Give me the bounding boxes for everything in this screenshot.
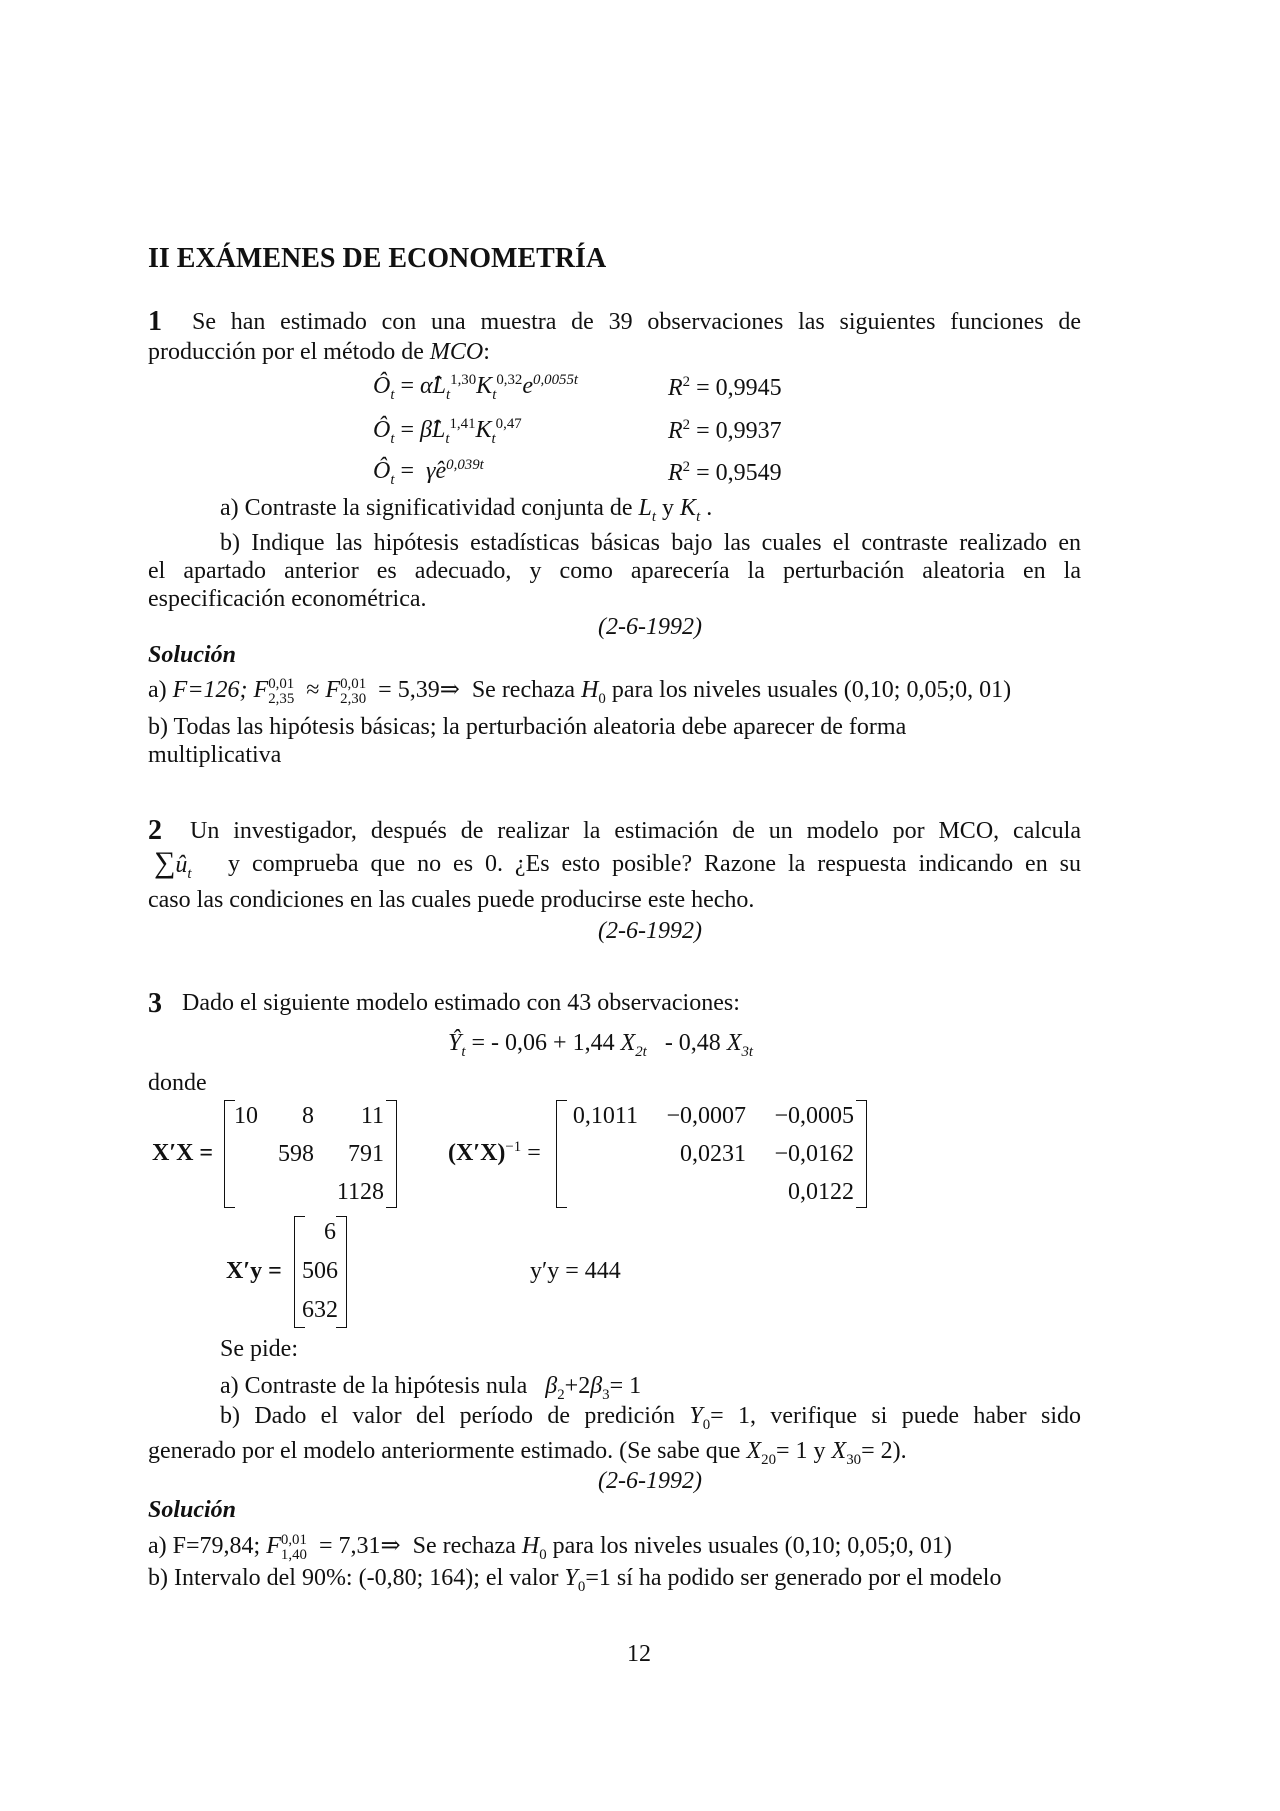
problem-3-line-1: Dado el siguiente modelo estimado con 43 observaciones: <box>182 990 740 1016</box>
problem-1-line-2-text: producción por el método de <box>148 339 430 365</box>
sol-1a-reject: Se rechaza <box>471 677 582 703</box>
sol-3a-reject: Se rechaza <box>412 1533 522 1559</box>
sol-3a-levels: para los niveles usuales (0,10; 0,05;0, 01) <box>552 1533 952 1559</box>
xtx-inv-cell: −0,0007 <box>666 1103 746 1129</box>
eq-1-e-exp: 0,0055t <box>533 372 579 388</box>
equation-3: $Ô_t$ = $\gammâe^{0,039t}$ <box>373 457 484 488</box>
equation-1-r2: $R^2 = 0,9945$ <box>668 374 782 401</box>
eq-2-r2-value: = 0,9937 <box>696 418 782 444</box>
model-equation: $Ŷ_t$ = - 0,06 + 1,44 $X_{2t}$ - 0,48 $X_{3t}$ <box>448 1030 754 1060</box>
xty-cell: 6 <box>324 1219 336 1245</box>
xtx-inv-label-exp: −1 <box>505 1139 522 1155</box>
xty-cell: 506 <box>302 1258 338 1284</box>
part-b-line-1-tail: = 1, verifique si puede haber sido <box>710 1403 1081 1429</box>
part-b-line-1-text: b) Dado el valor del período de predición <box>220 1403 690 1429</box>
problem-2-line-3: caso las condiciones en las cuales puede producirse este hecho. <box>148 887 755 913</box>
xtx-cell: 10 <box>234 1103 258 1129</box>
problem-2-line-2: y comprueba que no es 0. ¿Es esto posible? Razone la respuesta indicando en su <box>228 851 1081 877</box>
part-b-line-2-text: generado por el modelo anteriormente estimado. (Se sabe que <box>148 1438 747 1464</box>
se-pide: Se pide: <box>220 1336 298 1362</box>
page-number: 12 <box>627 1641 651 1667</box>
equation-2-r2: $R^2 = 0,9937$ <box>668 417 782 444</box>
xtx-inv-label-base: (X′X) <box>448 1140 506 1166</box>
xty-label: X′y = <box>226 1258 282 1284</box>
donde-label: donde <box>148 1070 207 1096</box>
problem-3-solution-label: Solución <box>148 1497 237 1523</box>
problem-3-part-b-line-1: b) Dado el valor del período de predición $Y_0= 1$, verifique si puede haber sido <box>220 1403 1081 1433</box>
eq-1-lhs: Ô <box>373 373 391 399</box>
equation-2: $Ô_t$ = $\betâL_t^{1,41}K_t^{0,47}$ <box>373 416 522 447</box>
xtx-cell: 8 <box>302 1103 314 1129</box>
problem-1-line-2: producción por el método de MCO: <box>148 339 490 365</box>
sol-1a-prefix: a) <box>148 677 173 703</box>
problem-3-number: 3 <box>148 988 162 1019</box>
hypothesis-tail: = 1 <box>609 1373 642 1399</box>
sum-symbol: $\sum û_t$ <box>154 846 192 882</box>
problem-3-solution-a: a) F=79,84; F$^{0,01}_{1,40}$ = 7,31⇒ Se rechaza $H_0$ para los niveles usuales (0,10; 0,05;0, 01) <box>148 1532 952 1563</box>
eq-2-const: β̂ <box>420 417 432 443</box>
part-b-line-2-tail: = 2). <box>861 1438 907 1464</box>
xtx-cell: 598 <box>278 1141 314 1167</box>
sol-3a-F: a) F=79,84; <box>148 1533 267 1559</box>
mco-abbrev: MCO <box>429 339 484 365</box>
eq-1-L-exp: 1,30 <box>450 372 477 388</box>
problem-1-part-b-line-3: especificación econométrica. <box>148 586 427 612</box>
eq-1-r2-value: = 0,9945 <box>696 375 782 401</box>
problem-3-part-a: a) Contraste de la hipótesis nula $\beta_2+2\beta_3= 1$ <box>220 1373 642 1403</box>
xtx-cell: 791 <box>348 1141 384 1167</box>
eq-2-K-exp: 0,47 <box>495 416 522 432</box>
equation-1: $Ô_t$ = $\alphâL_t^{1,30}K_t^{0,32}e^{0,0055t}$ <box>373 372 579 403</box>
model-eq-part-1: = - 0,06 + 1,44 <box>471 1030 615 1056</box>
eq-1-K-exp: 0,32 <box>496 372 523 388</box>
problem-3-date: (2-6-1992) <box>598 1468 702 1494</box>
problem-1-part-b-line-2: el apartado anterior es adecuado, y como aparecería la perturbación aleatoria en la <box>148 558 1081 584</box>
problem-3-solution-b: b) Intervalo del 90%: (-0,80; 164); el valor $Y_0=1$ sí ha podido ser generado por el modelo <box>148 1565 1002 1595</box>
problem-1-solution-b-line-2: multiplicativa <box>148 742 282 768</box>
problem-1-date: (2-6-1992) <box>598 614 702 640</box>
problem-3-part-a-text: a) Contraste de la hipótesis nula <box>220 1373 528 1399</box>
problem-3-part-b-line-2: generado por el modelo anteriormente estimado. (Se sabe que $X_{20}= 1$ y $X_{30}= 2$). <box>148 1438 907 1468</box>
problem-1-number: 1 <box>148 306 162 337</box>
xtx-inv-bracket-right <box>856 1100 867 1208</box>
sol-1a-F: F=126; <box>172 677 254 703</box>
problem-2-number: 2 <box>148 815 162 846</box>
xtx-inv-cell: −0,0162 <box>774 1141 854 1167</box>
yty: y′y = 444 <box>530 1258 621 1284</box>
problem-1-solution-label: Solución <box>148 642 237 668</box>
hypothesis-mid: +2 <box>564 1373 591 1399</box>
eq-2-lhs: Ô <box>373 417 391 443</box>
problem-2-line-1: Un investigador, después de realizar la estimación de un modelo por MCO, calcula <box>190 818 1081 844</box>
sol-3b-prefix: b) Intervalo del 90%: (-0,80; 164); el valor <box>148 1565 565 1591</box>
problem-1-solution-b-line-1: b) Todas las hipótesis básicas; la perturbación aleatoria debe aparecer de forma <box>148 714 907 740</box>
eq-1-const: α̂ <box>420 373 433 399</box>
xtx-label: X′X = <box>152 1140 214 1166</box>
problem-2-date: (2-6-1992) <box>598 918 702 944</box>
xtx-inv-cell: −0,0005 <box>774 1103 854 1129</box>
problem-1-part-b-line-1: b) Indique las hipótesis estadísticas básicas bajo las cuales el contraste realizado en <box>220 530 1081 556</box>
equation-3-r2: $R^2 = 0,9549$ <box>668 459 782 486</box>
sol-3a-value: = 7,31 <box>318 1533 381 1559</box>
eq-3-e-exp: 0,039t <box>446 457 484 473</box>
xtx-inv-label-eq: = <box>527 1140 541 1166</box>
eq-3-lhs: Ô <box>373 458 391 484</box>
problem-1-part-a-text: a) Contraste la significatividad conjunta de <box>220 495 639 521</box>
xtx-cell: 11 <box>360 1103 384 1129</box>
xtx-inv-label <box>448 1140 541 1167</box>
xty-cell: 632 <box>302 1297 338 1323</box>
xtx-inv-cell: 0,1011 <box>572 1103 638 1129</box>
problem-1-line-1: Se han estimado con una muestra de 39 observaciones las siguientes funciones de <box>192 309 1081 335</box>
eq-3-r2-value: = 0,9549 <box>696 460 782 486</box>
problem-1-part-a: a) Contraste la significatividad conjunta de $L_t$ y $K_t$ . <box>220 495 713 525</box>
sol-1a-levels: para los niveles usuales (0,10; 0,05;0, 01) <box>611 677 1012 703</box>
eq-3-const: γ̂ <box>426 458 436 484</box>
sol-3b-tail: =1 sí ha podido ser generado por el modelo <box>585 1565 1002 1591</box>
sol-1a-value: = 5,39 <box>378 677 440 703</box>
xtx-bracket-right <box>386 1100 397 1208</box>
section-heading: II EXÁMENES DE ECONOMETRÍA <box>148 243 607 274</box>
problem-1-solution-a: a) F=126; F$^{0,01}_{2,35}$ ≈ F$^{0,01}_{2,30}$ = 5,39⇒ Se rechaza $H_0$ para los niveles usuales (0,10; 0,05;0, 01) <box>148 676 1012 707</box>
eq-2-L-exp: 1,41 <box>449 416 476 432</box>
xtx-inv-cell: 0,0122 <box>788 1179 854 1205</box>
part-b-line-2-mid: = 1 y <box>776 1438 832 1464</box>
model-eq-part-2: - 0,48 <box>664 1030 721 1056</box>
xtx-cell: 1128 <box>336 1179 384 1205</box>
xtx-inv-cell: 0,0231 <box>680 1141 746 1167</box>
